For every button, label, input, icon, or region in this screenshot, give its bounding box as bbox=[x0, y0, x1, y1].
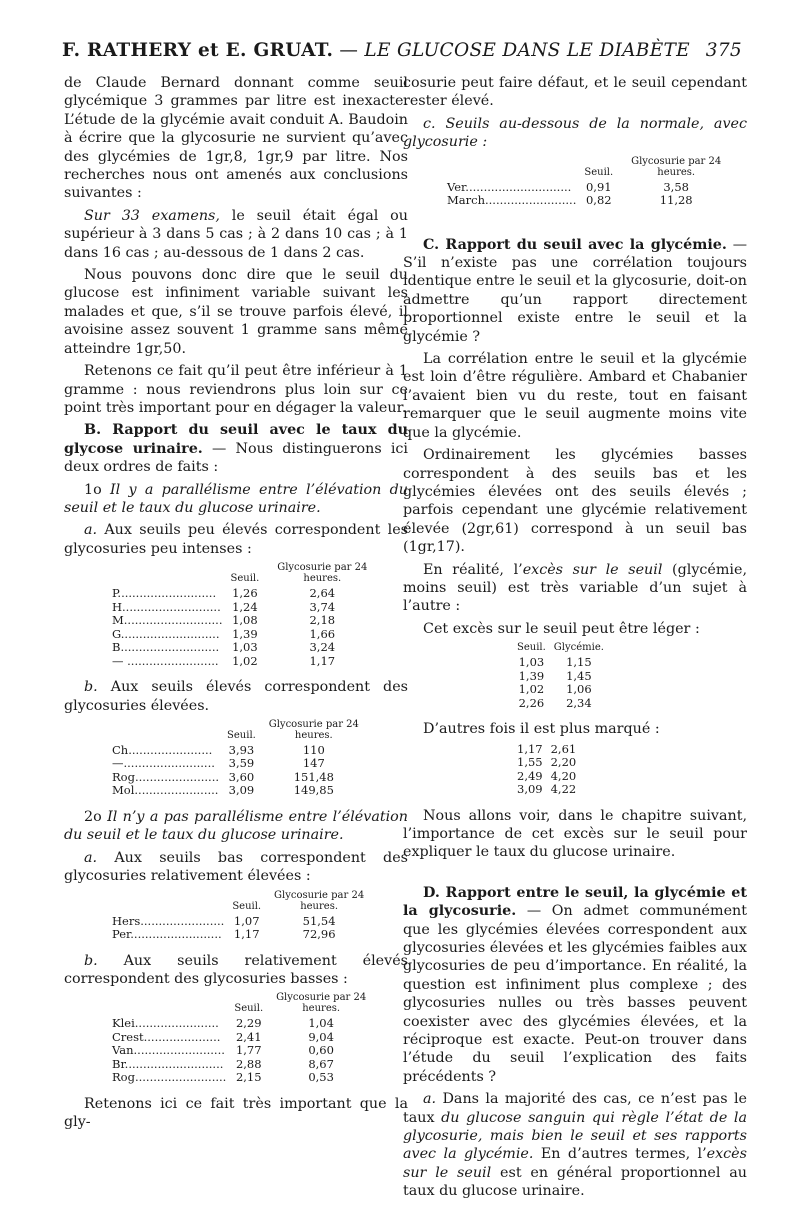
table-row bbox=[513, 743, 580, 757]
table-row bbox=[443, 181, 735, 195]
table-row bbox=[108, 915, 373, 929]
item-a-d-text1: Dans la majorité des cas, ce n’est pas le taux bbox=[403, 1091, 748, 1126]
item-a-d bbox=[403, 1090, 747, 1200]
section-c-text: — S’il n’existe pas une corrélation toujours identique entre le seuil et la glycosurie, doit-on admettre qu’un rapport directement proportionnel existe entre le seuil et la glycémie ? bbox=[403, 236, 748, 345]
section-c bbox=[403, 236, 747, 346]
exces-text-b: (glycémie, moins seuil) est très variable d’un sujet à l’autre : bbox=[403, 561, 747, 615]
table-row bbox=[108, 641, 381, 655]
seuil-cell: 1,02 bbox=[232, 653, 258, 668]
header-title: LE GLUCOSE DANS LE DIABÈTE bbox=[364, 40, 690, 61]
item-b-1 bbox=[64, 678, 408, 715]
seuil-cell: 2,88 bbox=[235, 1056, 262, 1071]
table-row bbox=[108, 1071, 375, 1085]
heading-2-text: Il n’y a pas parallélisme entre l’élévation du seuil et le taux du glucose urinaire. bbox=[64, 808, 408, 844]
glycosurie-cell: 51,54 bbox=[302, 913, 336, 928]
heading-1-text: Il y a parallélisme entre l’élévation du seuil et le taux du glucose urinaire. bbox=[64, 481, 408, 516]
glycosurie-cell: 9,04 bbox=[308, 1029, 334, 1044]
table-seuils-sous-normale bbox=[443, 156, 735, 208]
item-b-1-text: Aux seuils élevés correspondent des glycosuries élevées. bbox=[64, 679, 408, 714]
column-header: Seuil. bbox=[517, 642, 546, 654]
seuil-cell: 3,93 bbox=[228, 742, 255, 757]
table-row bbox=[513, 670, 608, 684]
seuil-cell: 0,91 bbox=[585, 179, 612, 194]
glycosurie-cell: 3,24 bbox=[309, 640, 336, 655]
column-header: Seuil. bbox=[230, 573, 260, 585]
table-row bbox=[108, 1031, 375, 1045]
row-label: G........................... bbox=[112, 626, 220, 641]
seuil-cell: 1,07 bbox=[233, 913, 260, 928]
glycemie-cell: 2,20 bbox=[550, 755, 577, 770]
row-label: H........................... bbox=[112, 599, 221, 614]
paragraph-exces bbox=[403, 561, 747, 616]
column-header: Seuil. bbox=[584, 166, 614, 178]
table-row bbox=[108, 784, 368, 798]
table-row bbox=[108, 744, 368, 758]
glycemie-cell: 1,45 bbox=[566, 668, 592, 683]
item-a-1 bbox=[64, 521, 408, 558]
item-a-d-text3: est en général proportionnel au taux du glucose urinaire. bbox=[403, 1164, 747, 1200]
section-d bbox=[403, 884, 747, 1086]
item-a-1-letter: a. bbox=[84, 522, 98, 539]
row-label: Rog......................... bbox=[112, 1070, 227, 1085]
table-exces-leger bbox=[513, 642, 608, 710]
seuil-cell: 1,26 bbox=[232, 586, 258, 601]
table-row bbox=[443, 194, 735, 208]
section-d-heading: D. Rapport entre le seuil, la glycémie et la glycosurie. bbox=[403, 884, 747, 920]
heading-1-number: 1o bbox=[84, 481, 102, 498]
column-header: Glycosurie par 24 heures. bbox=[276, 992, 367, 1015]
row-label: —......................... bbox=[112, 756, 215, 771]
column-header: Seuil. bbox=[227, 729, 256, 741]
item-a-d-italic1: du glucose sanguin qui règle l’état de la glycosurie, mais bien le seuil et ses rapports avec la glycémie. bbox=[403, 1109, 747, 1163]
seuil-cell: 1,39 bbox=[232, 626, 258, 641]
item-c-letter: c. bbox=[423, 115, 436, 132]
seuil-cell: 1,39 bbox=[518, 668, 545, 683]
seuil-cell: 3,09 bbox=[517, 782, 543, 797]
paragraph-last-left: Retenons ici ce fait très important que la gly- bbox=[64, 1095, 408, 1131]
row-label: Ch....................... bbox=[112, 742, 213, 757]
seuil-cell: 2,15 bbox=[235, 1070, 262, 1085]
exces-text-a: En réalité, l’ bbox=[423, 561, 523, 578]
table-row bbox=[108, 587, 381, 601]
table-row bbox=[108, 757, 368, 771]
paragraph-intro: de Claude Bernard donnant comme seuil glycémique 3 grammes par litre est inexacte. L’étude de la glycémie avait conduit A. Baudoin à écrire que la glycosurie ne survient qu’avec des glycémies de 1gr,8, 1gr,9 par litre. Nos recherches nous ont amenés aux conclusions suivantes : bbox=[64, 75, 408, 202]
glycosurie-cell: 72,96 bbox=[302, 927, 336, 942]
item-a-d-letter: a. bbox=[423, 1091, 437, 1108]
glycemie-cell: 4,22 bbox=[550, 782, 577, 797]
glycosurie-cell: 2,64 bbox=[309, 586, 336, 601]
table-row bbox=[513, 770, 580, 784]
table-row bbox=[108, 1058, 375, 1072]
running-header bbox=[62, 40, 742, 74]
row-label: Crest..................... bbox=[112, 1029, 221, 1044]
row-label: Klei....................... bbox=[112, 1016, 219, 1031]
paragraph-examens bbox=[64, 207, 408, 262]
seuil-cell: 1,02 bbox=[518, 682, 545, 697]
glycosurie-cell: 0,60 bbox=[308, 1043, 334, 1058]
table-row bbox=[108, 928, 373, 942]
item-a-2-letter: a. bbox=[84, 849, 98, 866]
paragraph-retenons: Retenons ce fait qu’il peut être inférieur à 1 gramme : nous reviendrons plus loin sur ce point très important pour en dégager la valeur. bbox=[64, 363, 408, 416]
seuil-cell: 3,60 bbox=[228, 769, 255, 784]
glycemie-cell: 2,34 bbox=[566, 695, 592, 710]
paragraph-chapitre: Nous allons voir, dans le chapitre suivant, l’importance de cet excès sur le seuil pour expliquer le taux du glucose urinaire. bbox=[403, 807, 747, 861]
heading-parallelisme bbox=[64, 481, 408, 518]
item-c-text: Seuils au-dessous de la normale, avec glycosurie : bbox=[403, 115, 747, 151]
table-exces-marque bbox=[513, 743, 580, 797]
section-b bbox=[64, 421, 408, 476]
row-label: Rog....................... bbox=[112, 769, 220, 784]
row-label: Hers....................... bbox=[112, 913, 225, 928]
item-b-1-letter: b. bbox=[84, 679, 98, 696]
row-label: March......................... bbox=[447, 193, 577, 208]
column-header: Glycosurie par 24 heures. bbox=[277, 562, 368, 585]
glycosurie-cell: 0,53 bbox=[308, 1070, 334, 1085]
seuil-cell: 3,59 bbox=[228, 756, 255, 771]
header-authors: F. RATHERY et E. GRUAT. bbox=[62, 40, 334, 61]
seuil-cell: 2,29 bbox=[235, 1016, 262, 1031]
row-label: P........................... bbox=[112, 586, 217, 601]
item-c bbox=[403, 115, 747, 152]
seuil-cell: 2,49 bbox=[517, 768, 543, 783]
table-row bbox=[513, 783, 580, 797]
seuil-cell: 1,24 bbox=[232, 599, 258, 614]
table-seuils-relativement-eleves bbox=[108, 992, 375, 1085]
table-row bbox=[513, 697, 608, 711]
table-seuils-peu-eleves bbox=[108, 562, 381, 668]
glycosurie-cell: 11,28 bbox=[659, 193, 693, 208]
seuil-cell: 1,55 bbox=[517, 755, 543, 770]
table-seuils-eleves bbox=[108, 719, 368, 798]
glycosurie-cell: 1,17 bbox=[309, 653, 336, 668]
column-header: Glycosurie par 24 heures. bbox=[631, 155, 722, 178]
column-header: Glycémie. bbox=[553, 642, 604, 654]
paragraph-correlation: La corrélation entre le seuil et la glycémie est loin d’être régulière. Ambard et Chabanier l’avaient bien vu du reste, tout en faisant remarquer que le seuil augmente moins vite que la glycémie. bbox=[403, 351, 747, 441]
column-header: Glycosurie par 24 heures. bbox=[268, 718, 359, 741]
glycosurie-cell: 151,48 bbox=[293, 769, 334, 784]
seuil-cell: 3,09 bbox=[228, 783, 255, 798]
table-row bbox=[108, 655, 381, 669]
table-row bbox=[108, 771, 368, 785]
table-seuils-bas bbox=[108, 890, 373, 942]
paragraph-leger: Cet excès sur le seuil peut être léger : bbox=[423, 620, 700, 637]
seuil-cell: 1,17 bbox=[517, 741, 543, 756]
heading-2-number: 2o bbox=[84, 808, 102, 825]
table-row bbox=[513, 656, 608, 670]
seuil-cell: 1,77 bbox=[235, 1043, 262, 1058]
glycemie-cell: 1,15 bbox=[566, 655, 592, 670]
section-b-text: — Nous distinguerons ici deux ordres de faits : bbox=[64, 440, 409, 476]
section-c-heading: C. Rapport du seuil avec la glycémie. bbox=[423, 236, 727, 253]
glycosurie-cell: 3,58 bbox=[663, 179, 689, 194]
left-column bbox=[64, 74, 408, 1136]
glycosurie-cell: 2,18 bbox=[309, 613, 336, 628]
column-header: Seuil. bbox=[232, 900, 262, 912]
row-label: Ver............................. bbox=[447, 179, 572, 194]
examens-text: le seuil était égal ou supérieur à 3 dans 5 cas ; à 2 dans 10 cas ; à 1 dans 16 cas ; au-dessous de 1 dans 2 cas. bbox=[64, 207, 408, 261]
table-row bbox=[108, 1017, 375, 1031]
right-column bbox=[403, 74, 747, 1205]
column-header: Seuil. bbox=[234, 1003, 264, 1015]
section-b-heading: B. Rapport du seuil avec le taux du glycose urinaire. bbox=[64, 422, 408, 457]
row-label: M........................... bbox=[112, 613, 223, 628]
glycosurie-cell: 1,66 bbox=[309, 626, 336, 641]
header-dash: — bbox=[339, 40, 359, 61]
glycosurie-cell: 149,85 bbox=[293, 783, 334, 798]
seuil-cell: 1,03 bbox=[518, 655, 545, 670]
table-row bbox=[513, 683, 608, 697]
glycosurie-cell: 1,04 bbox=[308, 1016, 334, 1031]
table-row bbox=[108, 601, 381, 615]
row-label: — ......................... bbox=[112, 653, 219, 668]
item-a-d-italic2: excès sur le seuil bbox=[403, 1146, 747, 1181]
item-a-2-text: Aux seuils bas correspondent des glycosuries relativement élevées : bbox=[64, 849, 409, 885]
paragraph-ordinairement: Ordinairement les glycémies basses correspondent à des seuils bas et les glycémies élevées ont des seuils élevés ; parfois cependant une glycémie relativement élevée (2gr,61) correspond à un seuil bas (1gr,17). bbox=[403, 447, 747, 556]
glycosurie-cell: 8,67 bbox=[308, 1056, 334, 1071]
section-d-text: — On admet communément que les glycémies élevées correspondent aux glycosuries élevées et les glycémies faibles aux glycosuries de peu d’importance. En réalité, la question est infiniment plus complexe ; des glycosuries nulles ou très basses peuvent coexister avec des glycémies élevées, et la réciproque est exacte. Peut-on trouver dans l’étude du seuil l’explication des faits précédents ? bbox=[403, 903, 747, 1085]
seuil-cell: 2,26 bbox=[518, 695, 545, 710]
glycosurie-cell: 3,74 bbox=[309, 599, 336, 614]
seuil-cell: 1,03 bbox=[232, 640, 258, 655]
table-row bbox=[108, 1044, 375, 1058]
item-b-2-text: Aux seuils relativement élevés correspondent des glycosuries basses : bbox=[64, 952, 408, 987]
item-b-2-letter: b. bbox=[84, 952, 98, 969]
heading-pas-parallelisme bbox=[64, 808, 408, 845]
table-row bbox=[513, 756, 580, 770]
item-a-d-text2: En d’autres termes, l’ bbox=[533, 1146, 707, 1163]
seuil-cell: 1,17 bbox=[233, 927, 260, 942]
paragraph-marque: D’autres fois il est plus marqué : bbox=[423, 721, 660, 738]
glycemie-cell: 1,06 bbox=[566, 682, 592, 697]
row-label: Br........................... bbox=[112, 1056, 224, 1071]
row-label: Van......................... bbox=[112, 1043, 225, 1058]
table-row bbox=[108, 628, 381, 642]
glycemie-cell: 4,20 bbox=[550, 768, 577, 783]
row-label: Per......................... bbox=[112, 927, 222, 942]
glycosurie-cell: 147 bbox=[302, 756, 325, 771]
glycosurie-cell: 110 bbox=[302, 742, 325, 757]
seuil-cell: 1,08 bbox=[232, 613, 258, 628]
paragraph-continuation: cosurie peut faire défaut, et le seuil cependant rester élevé. bbox=[403, 75, 747, 110]
item-a-1-text: Aux seuils peu élevés correspondent les glycosuries peu intenses : bbox=[64, 522, 408, 557]
exces-italic: excès sur le seuil bbox=[522, 561, 663, 578]
glycemie-cell: 2,61 bbox=[550, 741, 577, 756]
row-label: Mol....................... bbox=[112, 783, 219, 798]
item-b-2 bbox=[64, 952, 408, 989]
table-row bbox=[108, 614, 381, 628]
paragraph-variable: Nous pouvons donc dire que le seuil du glucose est infiniment variable suivant les malades et que, s’il se trouve parfois élevé, il avoisine assez souvent 1 gramme sans même atteindre 1gr,50. bbox=[64, 267, 408, 357]
row-label: B........................... bbox=[112, 640, 220, 655]
item-a-2 bbox=[64, 849, 408, 886]
examens-italic: Sur 33 examens, bbox=[84, 207, 220, 224]
column-header: Glycosurie par 24 heures. bbox=[274, 889, 365, 912]
seuil-cell: 2,41 bbox=[235, 1029, 262, 1044]
seuil-cell: 0,82 bbox=[585, 193, 612, 208]
page-number: 375 bbox=[705, 40, 742, 61]
